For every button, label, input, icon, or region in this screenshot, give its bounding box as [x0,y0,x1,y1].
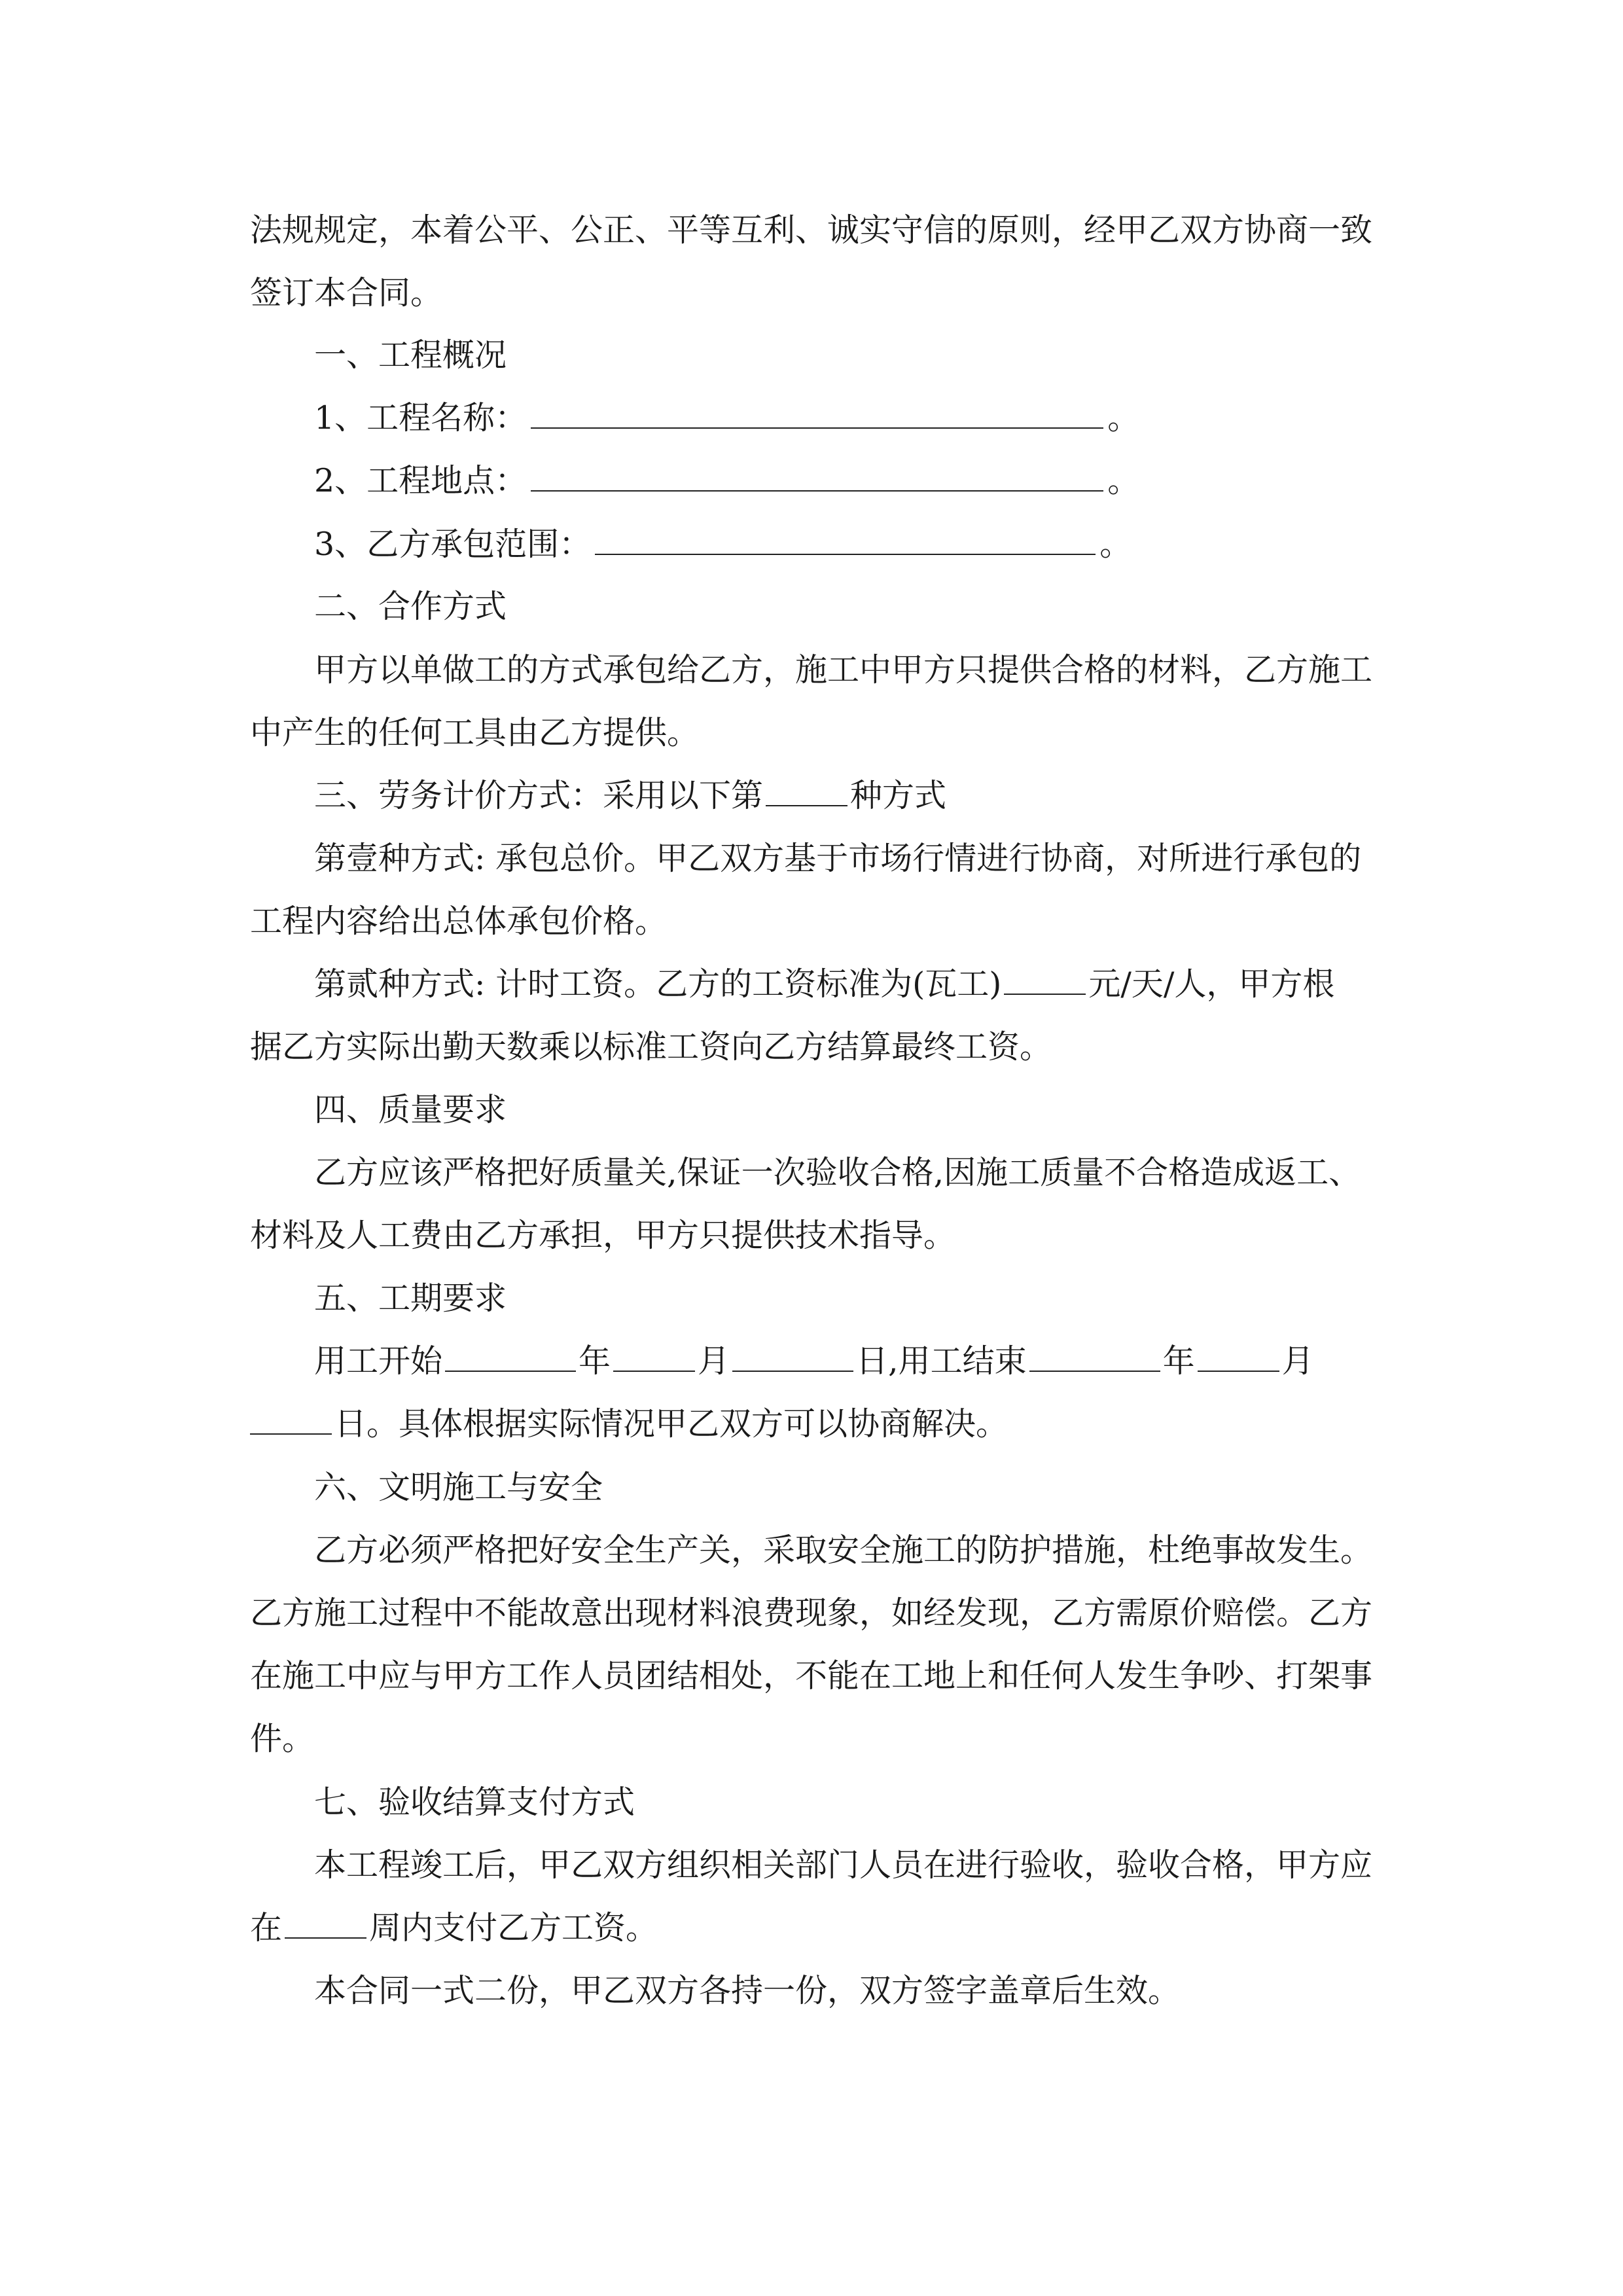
closing-line: 本合同一式二份，甲乙双方各持一份，双方签字盖章后生效。 [314,1972,1181,2009]
day-label: 日, [856,1342,899,1380]
method-2-unit: 元/天/人，甲方根 [1088,965,1335,1003]
month-label: 月 [1281,1342,1314,1380]
payment-weeks-blank[interactable] [285,1910,366,1939]
section-6-line-4: 件。 [250,1720,315,1757]
period-mark: 。 [1107,399,1140,437]
section-7-heading: 七、验收结算支付方式 [314,1784,635,1821]
method-2-line-2: 据乙方实际出勤天数乘以标准工资向乙方结算最终工资。 [250,1028,1052,1066]
pricing-method-blank[interactable] [766,778,847,806]
project-name-label: 1、工程名称： [314,399,527,437]
intro-line-2: 签订本合同。 [250,274,443,312]
section-3-heading-tail: 种方式 [850,777,947,814]
end-label: 用工结束 [898,1342,1027,1380]
contract-scope-label: 3、乙方承包范围： [314,526,592,563]
period-mark: 。 [1099,526,1132,563]
section-6-heading: 六、文明施工与安全 [314,1469,603,1506]
daily-wage-blank[interactable] [1004,966,1086,995]
section-2-heading: 二、合作方式 [314,588,507,625]
section-2-line-2: 中产生的任何工具由乙方提供。 [250,714,700,751]
period-mark: 。 [1107,462,1140,499]
start-month-blank[interactable] [613,1343,695,1372]
section-1-heading: 一、工程概况 [314,336,507,374]
section-5-heading: 五、工期要求 [314,1280,507,1317]
intro-line-1: 法规规定，本着公平、公正、平等互利、诚实守信的原则，经甲乙双方协商一致 [250,211,1373,249]
section-6-line-2: 乙方施工过程中不能故意出现材料浪费现象，如经发现，乙方需原价赔偿。乙方 [250,1594,1373,1632]
method-1-line-2: 工程内容给出总体承包价格。 [250,903,668,940]
end-month-blank[interactable] [1198,1343,1279,1372]
end-year-blank[interactable] [1029,1343,1160,1372]
method-2-text: 第贰种方式: 计时工资。乙方的工资标准为(瓦工) [314,965,1002,1003]
payment-prefix: 在 [250,1909,283,1946]
start-day-blank[interactable] [732,1343,853,1372]
project-name-row [314,399,1139,438]
month-label: 月 [698,1342,730,1380]
section-7-line-1: 本工程竣工后，甲乙双方组织相关部门人员在进行验收，验收合格，甲方应 [314,1846,1373,1884]
method-2-line-1 [314,965,1334,1004]
year-label: 年 [1162,1342,1195,1380]
start-label: 用工开始 [314,1342,443,1380]
payment-suffix: 周内支付乙方工资。 [369,1909,658,1946]
schedule-dates-row [314,1342,1314,1381]
project-location-label: 2、工程地点： [314,462,527,499]
project-location-blank[interactable] [531,463,1103,492]
section-4-heading: 四、质量要求 [314,1091,507,1128]
schedule-tail: 日。具体根据实际情况甲乙双方可以协商解决。 [334,1405,1008,1443]
section-7-line-2 [250,1909,658,1948]
section-4-line-1: 乙方应该严格把好质量关,保证一次验收合格,因施工质量不合格造成返工、 [314,1154,1361,1191]
end-day-blank[interactable] [250,1406,332,1435]
year-label: 年 [579,1342,611,1380]
schedule-line-2 [250,1405,1008,1444]
section-3-heading [314,776,946,816]
section-4-line-2: 材料及人工费由乙方承担，甲方只提供技术指导。 [250,1217,956,1254]
contract-scope-row [314,525,1132,564]
project-name-blank[interactable] [531,400,1103,429]
section-6-line-1: 乙方必须严格把好安全生产关，采取安全施工的防护措施，杜绝事故发生。 [314,1532,1373,1569]
contract-scope-blank[interactable] [595,526,1096,555]
section-3-heading-text: 三、劳务计价方式：采用以下第 [314,777,764,814]
start-year-blank[interactable] [445,1343,576,1372]
section-2-line-1: 甲方以单做工的方式承包给乙方，施工中甲方只提供合格的材料，乙方施工 [314,651,1373,689]
method-1-line-1: 第壹种方式: 承包总价。甲乙双方基于市场行情进行协商，对所进行承包的 [314,840,1362,877]
project-location-row [314,461,1139,501]
section-6-line-3: 在施工中应与甲方工作人员团结相处，不能在工地上和任何人发生争吵、打架事 [250,1657,1373,1695]
